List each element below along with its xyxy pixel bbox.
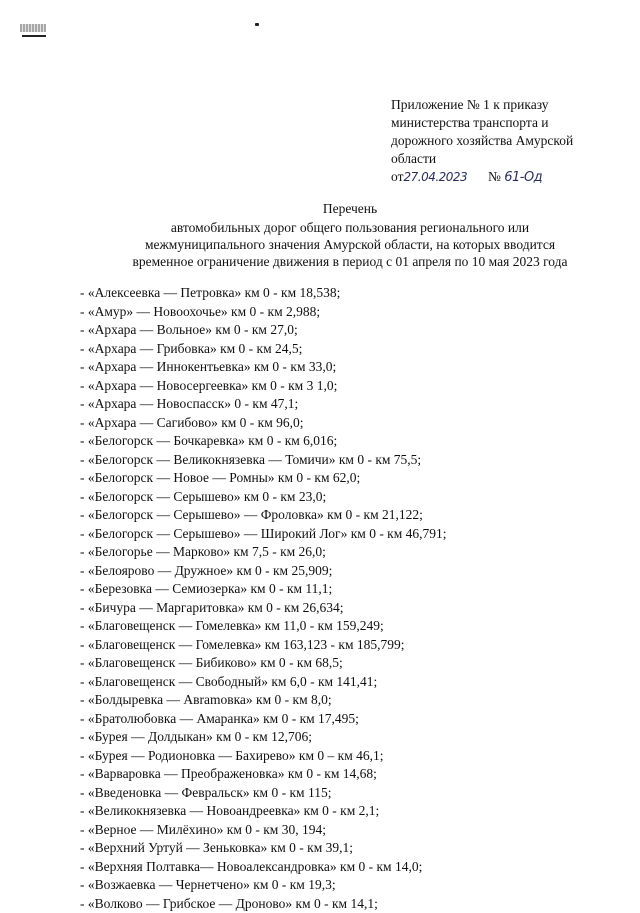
road-item: - «Белогорск — Серышево» — Широкий Лог» км 0 - км 46,791; <box>80 525 447 544</box>
road-item: - «Благовещенск — Свободный» км 6,0 - км 141,41; <box>80 673 447 692</box>
road-item: - «Возжаевка — Чернетчено» км 0 - км 19,3; <box>80 876 447 895</box>
order-number: 61-Од <box>504 170 542 185</box>
title-line-2: межмуниципального значения Амурской области, на которых вводится <box>80 236 620 253</box>
appendix-line-3: дорожного хозяйства Амурской <box>391 132 631 150</box>
road-item: - «Варваровка — Преображеновка» км 0 - км 14,68; <box>80 765 447 784</box>
road-item: - «Алексеевка — Петровка» км 0 - км 18,538; <box>80 284 447 303</box>
road-item: - «Белогорск — Новое — Ромны» км 0 - км 62,0; <box>80 469 447 488</box>
title-line-3: временное ограничение движения в период с 01 апреля по 10 мая 2023 года <box>80 253 620 270</box>
scan-corner-mark <box>20 24 48 38</box>
scan-smudge <box>20 24 46 32</box>
road-item: - «Архара — Новоспасск» 0 - км 47,1; <box>80 395 447 414</box>
road-item: - «Великокнязевка — Новоандреевка» км 0 - км 2,1; <box>80 802 447 821</box>
road-item: - «Верхняя Полтавка— Новоалександровка» км 0 - км 14,0; <box>80 858 447 877</box>
road-item: - «Волково — Грибское — Дроново» км 0 - км 14,1; <box>80 895 447 913</box>
road-item: - «Березовка — Семиозерка» км 0 - км 11,1; <box>80 580 447 599</box>
road-item: - «Белогорье — Марково» км 7,5 - км 26,0; <box>80 543 447 562</box>
road-item: - «Архара — Вольное» км 0 - км 27,0; <box>80 321 447 340</box>
number-label: № <box>488 169 501 184</box>
road-list <box>80 284 447 913</box>
from-label: от <box>391 169 403 184</box>
road-item: - «Белогорск — Серышево» км 0 - км 23,0; <box>80 488 447 507</box>
road-item: - «Амур» — Новоохочье» км 0 - км 2,988; <box>80 303 447 322</box>
order-date: 27.04.2023 <box>403 170 467 184</box>
title-main: Перечень <box>80 200 620 217</box>
appendix-header <box>391 96 631 187</box>
road-item: - «Верхний Уртуй — Зеньковка» км 0 - км 39,1; <box>80 839 447 858</box>
appendix-line-1: Приложение № 1 к приказу <box>391 96 631 114</box>
road-item: - «Братолюбовка — Амаранка» км 0 - км 17,495; <box>80 710 447 729</box>
scan-dot <box>255 23 259 26</box>
road-item: - «Архара — Сагибово» км 0 - км 96,0; <box>80 414 447 433</box>
road-item: - «Бурея — Долдыкан» км 0 - км 12,706; <box>80 728 447 747</box>
title-line-1: автомобильных дорог общего пользования регионального или <box>80 219 620 236</box>
road-item: - «Белогорск — Великокнязевка — Томичи» км 0 - км 75,5; <box>80 451 447 470</box>
road-item: - «Болдыревка — Авramовка» км 0 - км 8,0; <box>80 691 447 710</box>
road-item: - «Архара — Новосергеевка» км 0 - км 3 1,0; <box>80 377 447 396</box>
order-reference <box>391 168 631 187</box>
appendix-line-2: министерства транспорта и <box>391 114 631 132</box>
road-item: - «Благовещенск — Гомелевка» км 163,123 - км 185,799; <box>80 636 447 655</box>
road-item: - «Введеновка — Февральск» км 0 - км 115; <box>80 784 447 803</box>
road-item: - «Бурея — Родионовка — Бахирево» км 0 – км 46,1; <box>80 747 447 766</box>
road-item: - «Благовещенск — Бибиково» км 0 - км 68,5; <box>80 654 447 673</box>
road-item: - «Верное — Милёхино» км 0 - км 30, 194; <box>80 821 447 840</box>
document-title <box>80 200 620 270</box>
road-item: - «Белогорск — Серышево» — Фроловка» км 0 - км 21,122; <box>80 506 447 525</box>
road-item: - «Бичура — Маргаритовка» км 0 - км 26,634; <box>80 599 447 618</box>
road-item: - «Архара — Иннокентьевка» км 0 - км 33,0; <box>80 358 447 377</box>
road-item: - «Архара — Грибовка» км 0 - км 24,5; <box>80 340 447 359</box>
road-item: - «Благовещенск — Гомелевка» км 11,0 - км 159,249; <box>80 617 447 636</box>
appendix-line-4: области <box>391 150 631 168</box>
road-item: - «Белоярово — Дружное» км 0 - км 25,909; <box>80 562 447 581</box>
road-item: - «Белогорск — Бочкаревка» км 0 - км 6,016; <box>80 432 447 451</box>
scan-underline <box>22 35 46 37</box>
